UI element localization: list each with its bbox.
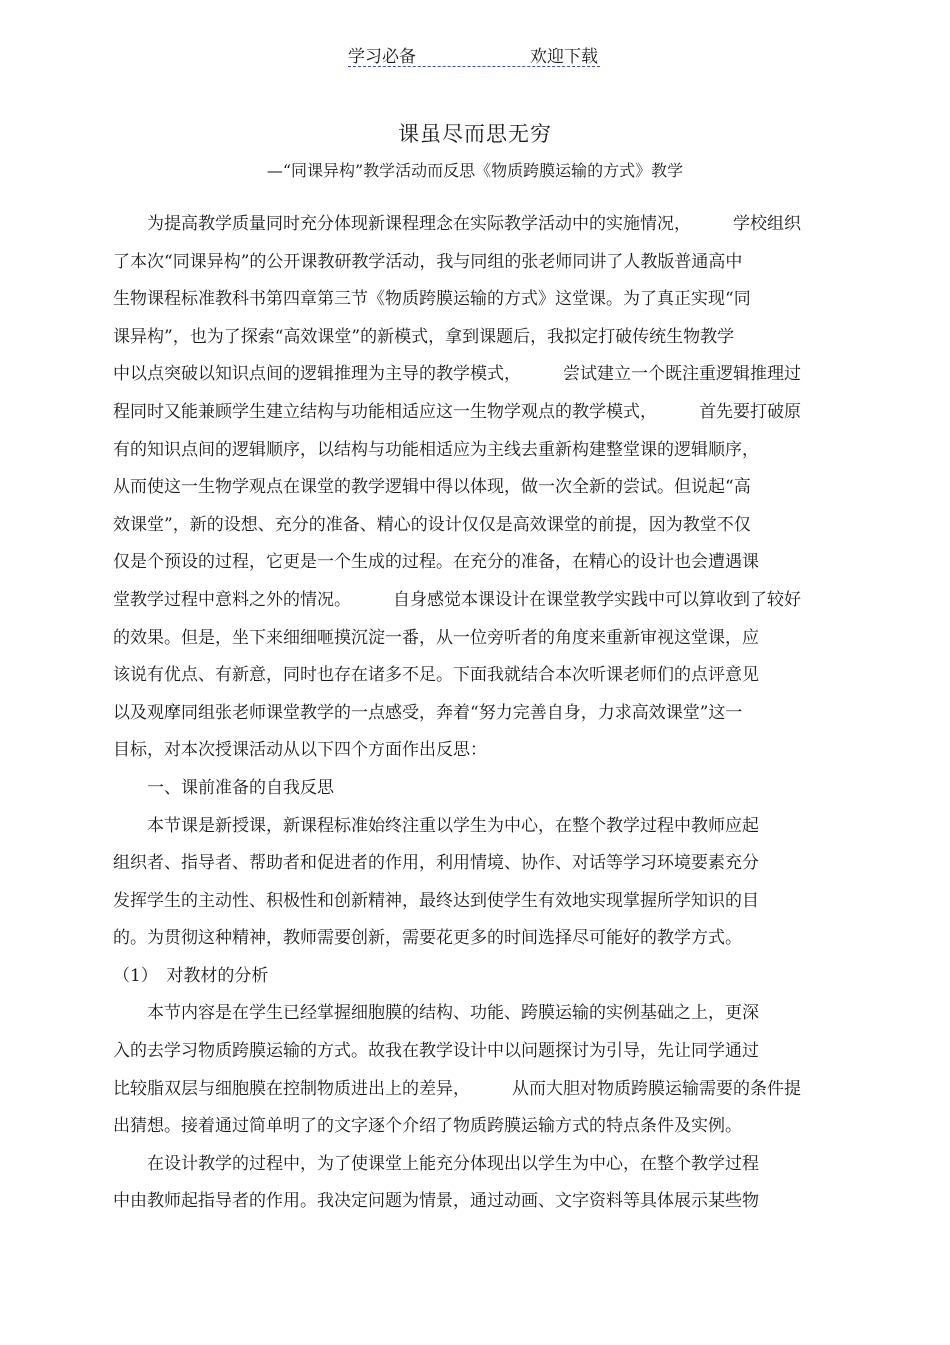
text-line xyxy=(113,323,833,361)
text-line xyxy=(113,699,833,737)
text-segment: 在设计教学的过程中，为了使课堂上能充分体现出以学生为中心，在整个教学过程 xyxy=(113,1153,759,1174)
text-segment: 目标，对本次授课活动从以下四个方面作出反思： xyxy=(113,740,487,761)
text-line xyxy=(113,887,833,925)
text-segment: 首先要打破原 xyxy=(699,401,801,422)
text-line xyxy=(113,436,833,474)
text-segment: 尝试建立一个既注重逻辑推理过 xyxy=(563,364,801,385)
text-segment: 中由教师起指导者的作用。我决定问题为情景，通过动画、文字资料等具体展示某些物 xyxy=(113,1191,759,1212)
text-segment: 仅是个预设的过程，它更是一个生成的过程。在充分的准备，在精心的设计也会遭遇课 xyxy=(113,552,759,573)
text-segment: 中以点突破以知识点间的逻辑推理为主导的教学模式， xyxy=(113,364,521,385)
text-line xyxy=(113,999,833,1037)
text-segment: 的效果。但是，坐下来细细咂摸沉淀一番，从一位旁听者的角度来重新审视这堂课，应 xyxy=(113,627,759,648)
text-line xyxy=(113,924,833,962)
text-line xyxy=(113,360,833,398)
text-line xyxy=(113,511,833,549)
text-segment: 从而使这一生物学观点在课堂的教学逻辑中得以体现，做一次全新的尝试。但说起“高 xyxy=(113,477,751,498)
text-segment: 有的知识点间的逻辑顺序，以结构与功能相适应为主线去重新构建整堂课的逻辑顺序， xyxy=(113,439,759,460)
text-segment: 学校组织 xyxy=(733,214,801,234)
text-segment: 出猜想。接着通过简单明了的文字逐个介绍了物质跨膜运输方式的特点条件及实例。 xyxy=(113,1116,742,1137)
text-segment: 入的去学习物质跨膜运输的方式。故我在教学设计中以问题探讨为引导，先让同学通过 xyxy=(113,1041,759,1062)
text-segment: 为提高教学质量同时充分体现新课程理念在实际教学活动中的实施情况， xyxy=(113,214,691,234)
text-segment: 的。为贯彻这种精神，教师需要创新，需要花更多的时间选择尽可能好的教学方式。 xyxy=(113,928,742,949)
text-segment: 了本次“同课异构”的公开课教研教学活动，我与同组的张老师同讲了人教版普通高中 xyxy=(113,251,743,272)
text-line xyxy=(113,849,833,887)
text-line xyxy=(113,1037,833,1075)
text-segment: 该说有优点、有新意，同时也存在诸多不足。下面我就结合本次听课老师们的点评意见 xyxy=(113,665,759,686)
text-segment: （1） 对教材的分析 xyxy=(113,965,269,986)
text-line xyxy=(113,1075,833,1113)
text-line xyxy=(113,1112,833,1150)
text-line xyxy=(113,1187,833,1225)
text-line xyxy=(113,774,833,812)
page-header xyxy=(348,42,600,67)
text-line xyxy=(113,624,833,662)
document-title: 课虽尽而思无穷 xyxy=(398,122,552,146)
text-segment: 课异构”，也为了探索“高效课堂”的新模式，拿到课题后，我拟定打破传统生物教学 xyxy=(113,326,735,347)
text-segment: 比较脂双层与细胞膜在控制物质进出上的差异， xyxy=(113,1078,470,1099)
text-segment: 效课堂”，新的设想、充分的准备、精心的设计仅仅是高效课堂的前提，因为教堂不仅 xyxy=(113,514,751,535)
text-segment: 本节内容是在学生已经掌握细胞膜的结构、功能、跨膜运输的实例基础之上，更深 xyxy=(113,1003,759,1024)
text-segment: 自身感觉本课设计在课堂教学实践中可以算收到了较好 xyxy=(393,589,801,610)
text-line xyxy=(113,398,833,436)
text-line xyxy=(113,248,833,286)
text-line xyxy=(113,473,833,511)
text-segment: 以及观摩同组张老师课堂教学的一点感受，奔着“努力完善自身，力求高效课堂”这一 xyxy=(113,702,743,723)
header-left-text: 学习必备 xyxy=(348,47,416,67)
text-line xyxy=(113,962,833,1000)
text-segment: 程同时又能兼顾学生建立结构与功能相适应这一生物学观点的教学模式， xyxy=(113,401,657,422)
text-line xyxy=(113,285,833,323)
text-line xyxy=(113,812,833,850)
text-line xyxy=(113,548,833,586)
text-segment: 组织者、指导者、帮助者和促进者的作用，利用情境、协作、对话等学习环境要素充分 xyxy=(113,853,759,874)
text-segment: 发挥学生的主动性、积极性和创新精神，最终达到使学生有效地实现掌握所学知识的目 xyxy=(113,890,759,911)
text-line xyxy=(113,586,833,624)
text-segment: 一、课前准备的自我反思 xyxy=(113,777,334,798)
text-segment: 本节课是新授课，新课程标准始终注重以学生为中心，在整个教学过程中教师应起 xyxy=(113,815,759,836)
text-segment: 堂教学过程中意料之外的情况。 xyxy=(113,589,351,610)
header-right-text: 欢迎下载 xyxy=(530,47,598,67)
text-segment: 生物课程标准教科书第四章第三节《物质跨膜运输的方式》这堂课。为了真正实现“同 xyxy=(113,289,751,310)
document-body xyxy=(113,210,833,1225)
text-line xyxy=(113,736,833,774)
document-subtitle: —“同课异构”教学活动而反思《物质跨膜运输的方式》教学 xyxy=(266,161,684,180)
text-line xyxy=(113,661,833,699)
text-segment: 从而大胆对物质跨膜运输需要的条件提 xyxy=(512,1078,801,1099)
text-line xyxy=(113,1150,833,1188)
text-line xyxy=(113,210,833,248)
